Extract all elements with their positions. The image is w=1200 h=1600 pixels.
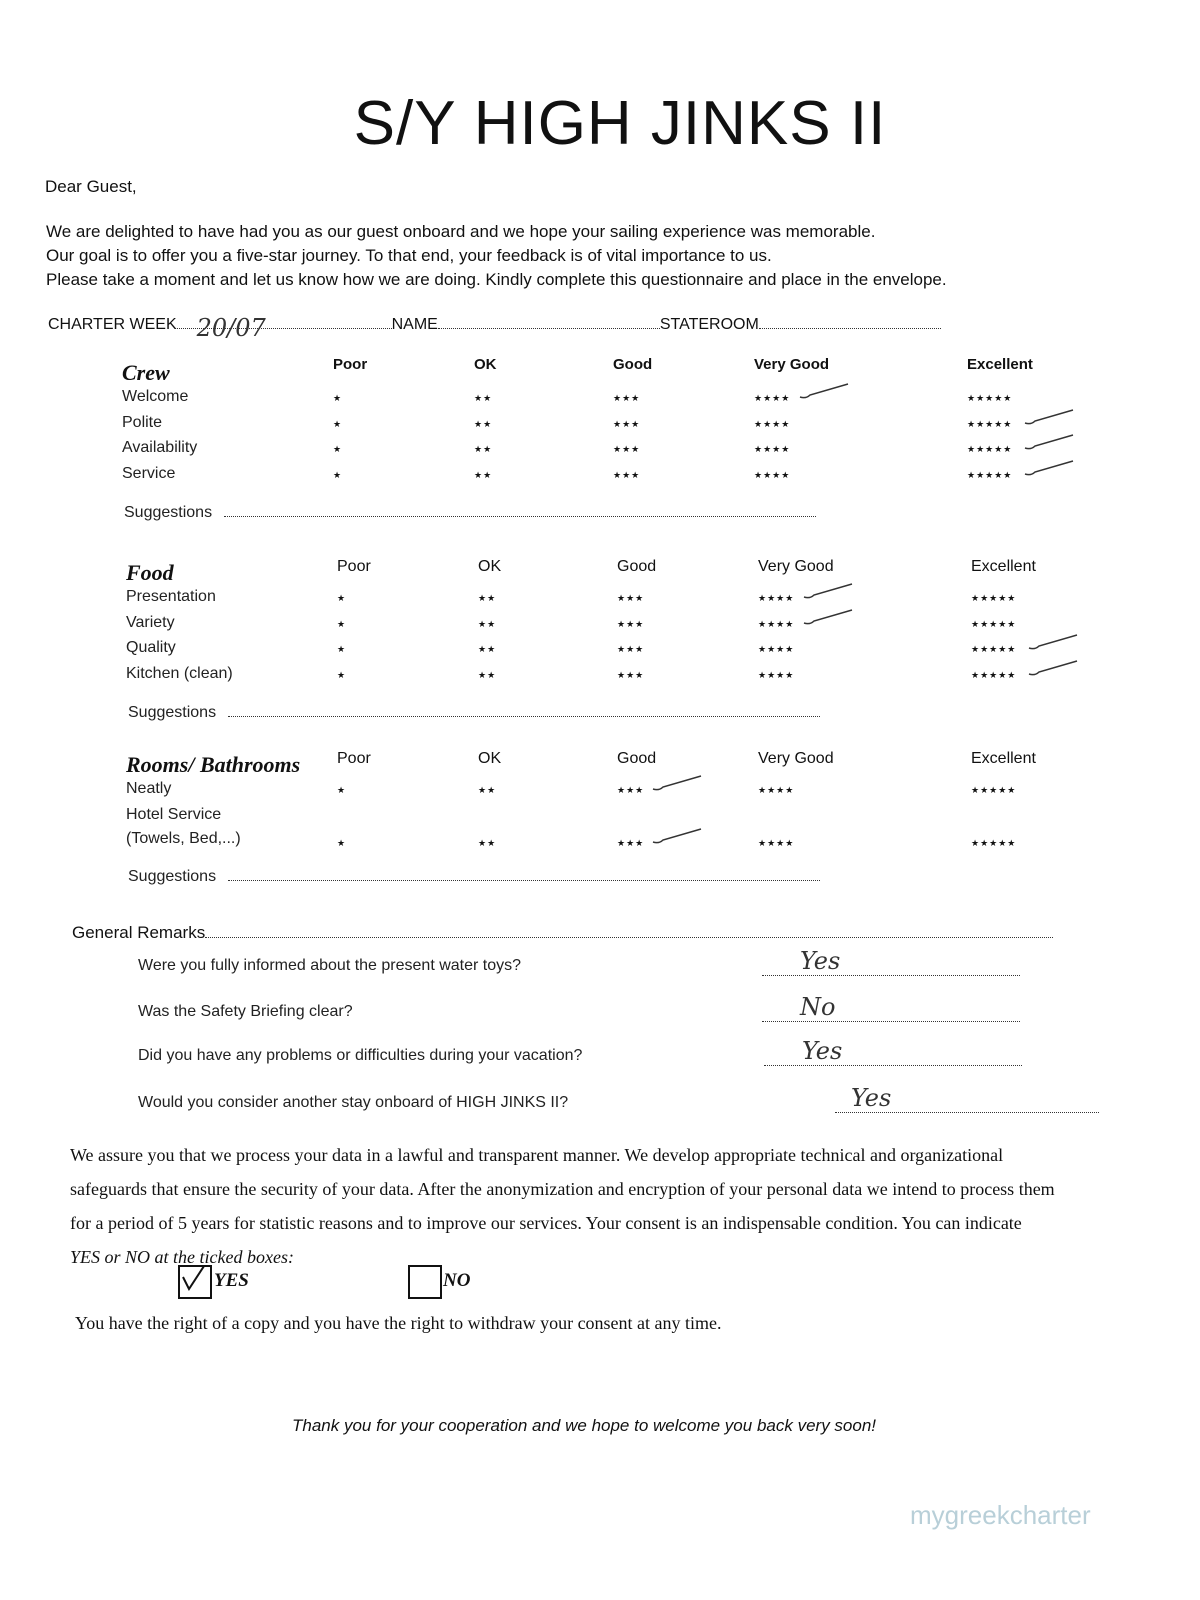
question-text: Would you consider another stay onboard of HIGH JINKS II?	[138, 1094, 569, 1111]
greeting: Dear Guest,	[45, 177, 137, 196]
question-text: Were you fully informed about the present water toys?	[138, 957, 522, 974]
star-rating-option[interactable]: ★★★★	[758, 785, 795, 795]
rating-header: Excellent	[967, 356, 1033, 373]
star-rating-option[interactable]: ★★★★★	[967, 469, 1013, 480]
suggestions-field[interactable]	[228, 880, 820, 881]
rating-header: Very Good	[758, 558, 834, 575]
checkmark-icon	[1023, 409, 1075, 427]
star-rating-option[interactable]: ★	[333, 418, 343, 429]
rating-item-label: Kitchen (clean)	[126, 664, 233, 682]
star-rating-option[interactable]: ★	[337, 618, 347, 629]
charter-week-field[interactable]	[177, 314, 392, 342]
rating-item-label: Presentation	[126, 588, 216, 605]
star-rating-option[interactable]: ★★★★	[758, 837, 795, 848]
checkmark-icon	[1027, 634, 1079, 652]
rating-item-label: Service	[122, 464, 176, 482]
intro-line: Please take a moment and let us know how we are doing. Kindly complete this questionnaire and place in the envelope.	[46, 270, 947, 289]
rating-item-sublabel: (Towels, Bed,...)	[126, 829, 241, 847]
general-remarks-field[interactable]	[205, 937, 1053, 938]
checkmark-icon	[798, 383, 850, 401]
star-rating-option[interactable]: ★★★★★	[971, 618, 1017, 629]
star-rating-option[interactable]: ★	[337, 785, 347, 795]
rating-item-label: Hotel Service	[126, 805, 222, 823]
star-rating-option[interactable]: ★★★★	[754, 418, 791, 429]
consent-no-checkbox[interactable]	[408, 1265, 442, 1299]
star-rating-option[interactable]: ★★	[474, 469, 493, 480]
rating-header: Poor	[333, 356, 368, 373]
star-rating-option[interactable]: ★★★	[613, 393, 641, 403]
star-rating-option[interactable]: ★	[337, 644, 347, 654]
charter-info-row	[48, 314, 941, 342]
consent-yes-label: YES	[214, 1270, 249, 1291]
consent-no-label: NO	[443, 1270, 471, 1291]
star-rating-option[interactable]: ★★★★★	[967, 418, 1013, 429]
thanks-line: Thank you for your cooperation and we hope to welcome you back very soon!	[292, 1416, 877, 1435]
rating-item-label: Variety	[126, 613, 175, 631]
rating-item-label: Polite	[122, 413, 163, 431]
handwritten-answer: Yes	[851, 1084, 892, 1112]
section-title: Crew	[122, 360, 170, 385]
stateroom-field[interactable]	[759, 328, 941, 329]
charter-week-label: CHARTER WEEK	[48, 316, 177, 333]
star-rating-option[interactable]: ★	[337, 593, 347, 603]
suggestions-label: Suggestions	[128, 704, 217, 721]
name-field[interactable]	[438, 328, 660, 329]
star-rating-option[interactable]: ★★★★★	[971, 669, 1017, 680]
stateroom-label: STATEROOM	[659, 316, 759, 333]
checkmark-icon	[651, 775, 703, 793]
answer-field[interactable]	[835, 1084, 1099, 1113]
star-rating-option[interactable]: ★★★★	[758, 644, 795, 654]
star-rating-option[interactable]: ★★★	[617, 644, 645, 654]
star-rating-option[interactable]: ★★★★★	[971, 837, 1017, 848]
star-rating-option[interactable]: ★★	[478, 593, 497, 603]
rating-header: Poor	[337, 750, 371, 767]
star-rating-option[interactable]: ★★★★★	[971, 593, 1017, 603]
section-title: Rooms/ Bathrooms	[126, 752, 301, 777]
star-rating-option[interactable]: ★★★	[617, 785, 645, 795]
rating-header: OK	[474, 356, 497, 373]
watermark-logo: mygreekcharter	[910, 1500, 1091, 1530]
rating-item-label: Quality	[126, 639, 176, 656]
intro-line: We are delighted to have had you as our guest onboard and we hope your sailing experience was memorable.	[46, 222, 876, 241]
name-label: NAME	[391, 316, 438, 333]
rating-header: OK	[478, 558, 502, 575]
rating-header: Good	[617, 750, 657, 767]
general-remarks	[72, 923, 1053, 943]
checkmark-icon	[651, 828, 703, 846]
rating-header: Excellent	[971, 750, 1036, 767]
rating-item-label: Availability	[122, 439, 198, 456]
star-rating-option[interactable]: ★★★★★	[967, 444, 1013, 454]
general-remarks-label: General Remarks	[72, 923, 206, 942]
star-rating-option[interactable]: ★★	[474, 418, 493, 429]
star-rating-option[interactable]: ★★	[474, 393, 493, 403]
checkmark-icon	[180, 1267, 210, 1297]
star-rating-option[interactable]: ★★★★	[754, 469, 791, 480]
rating-header: Excellent	[971, 558, 1036, 575]
star-rating-option[interactable]: ★★	[474, 444, 493, 454]
star-rating-option[interactable]: ★	[337, 669, 347, 680]
star-rating-option[interactable]: ★★	[478, 837, 497, 848]
rating-item-label: Welcome	[122, 388, 189, 405]
star-rating-option[interactable]: ★★★	[613, 444, 641, 454]
answer-field[interactable]	[762, 947, 1020, 976]
star-rating-option[interactable]: ★★★★★	[971, 644, 1017, 654]
star-rating-option[interactable]: ★	[333, 469, 343, 480]
star-rating-option[interactable]: ★★★	[617, 593, 645, 603]
star-rating-option[interactable]: ★★★★	[754, 393, 791, 403]
checkmark-icon	[802, 609, 854, 627]
star-rating-option[interactable]: ★★★	[617, 618, 645, 629]
star-rating-option[interactable]: ★★★	[613, 469, 641, 480]
handwritten-answer: Yes	[802, 1037, 843, 1065]
star-rating-option[interactable]: ★★	[478, 785, 497, 795]
legal-line: We assure you that we process your data in a lawful and transparent manner. We develop appropriate technical and organizational	[70, 1145, 1004, 1165]
answer-field[interactable]	[764, 1037, 1022, 1066]
suggestions-label: Suggestions	[128, 867, 217, 885]
star-rating-option[interactable]: ★	[333, 444, 343, 454]
star-rating-option[interactable]: ★★★★★	[967, 393, 1013, 403]
rating-header: Poor	[337, 558, 371, 575]
legal-line: for a period of 5 years for statistic reasons and to improve our services. Your consent is an indispensable condition. You can indicate	[70, 1213, 1022, 1233]
suggestions-row	[128, 704, 820, 722]
star-rating-option[interactable]: ★★★★	[758, 618, 795, 629]
rating-header: Good	[617, 558, 657, 575]
legal-line: safeguards that ensure the security of your data. After the anonymization and encryption of your personal data we intend to process them	[70, 1179, 1055, 1199]
checkmark-icon	[1027, 660, 1079, 678]
suggestions-label: Suggestions	[124, 504, 213, 521]
rating-header: Very Good	[754, 356, 830, 373]
star-rating-option[interactable]: ★★	[478, 618, 497, 629]
star-rating-option[interactable]: ★★	[478, 644, 497, 654]
star-rating-option[interactable]: ★★★★★	[971, 785, 1017, 795]
consent-yes-checkbox[interactable]	[178, 1265, 212, 1299]
question-text: Did you have any problems or difficulties during your vacation?	[138, 1047, 583, 1064]
star-rating-option[interactable]: ★★★★	[754, 444, 791, 454]
rating-header: OK	[478, 750, 502, 767]
star-rating-option[interactable]: ★★★	[617, 669, 645, 680]
form-title: S/Y HIGH JINKS II	[353, 89, 887, 158]
intro-line: Our goal is to offer you a five-star journey. To that end, your feedback is of vital importance to us.	[46, 246, 772, 265]
suggestions-field[interactable]	[224, 516, 816, 517]
suggestions-row	[128, 868, 820, 886]
star-rating-option[interactable]: ★★	[478, 669, 497, 680]
rating-item-label: Neatly	[126, 780, 172, 797]
star-rating-option[interactable]: ★★★	[613, 418, 641, 429]
charter-week-value: 20/07	[196, 314, 266, 342]
star-rating-option[interactable]: ★★★	[617, 837, 645, 848]
checkmark-icon	[802, 583, 854, 601]
checkmark-icon	[1023, 434, 1075, 452]
legal-line: YES or NO at the ticked boxes:	[70, 1247, 294, 1267]
rating-header: Very Good	[758, 750, 834, 767]
rating-header: Good	[613, 356, 653, 373]
star-rating-option[interactable]: ★	[337, 837, 347, 848]
suggestions-field[interactable]	[228, 716, 820, 717]
handwritten-answer: No	[800, 993, 836, 1021]
question-text: Was the Safety Briefing clear?	[138, 1003, 353, 1020]
handwritten-answer: Yes	[800, 947, 841, 975]
rights-line: You have the right of a copy and you have the right to withdraw your consent at any time.	[75, 1313, 722, 1333]
star-rating-option[interactable]: ★★★★	[758, 593, 795, 603]
suggestions-row	[124, 504, 816, 522]
star-rating-option[interactable]: ★★★★	[758, 669, 795, 680]
checkmark-icon	[1023, 460, 1075, 478]
star-rating-option[interactable]: ★	[333, 393, 343, 403]
answer-field[interactable]	[762, 993, 1020, 1022]
section-title: Food	[126, 560, 174, 585]
